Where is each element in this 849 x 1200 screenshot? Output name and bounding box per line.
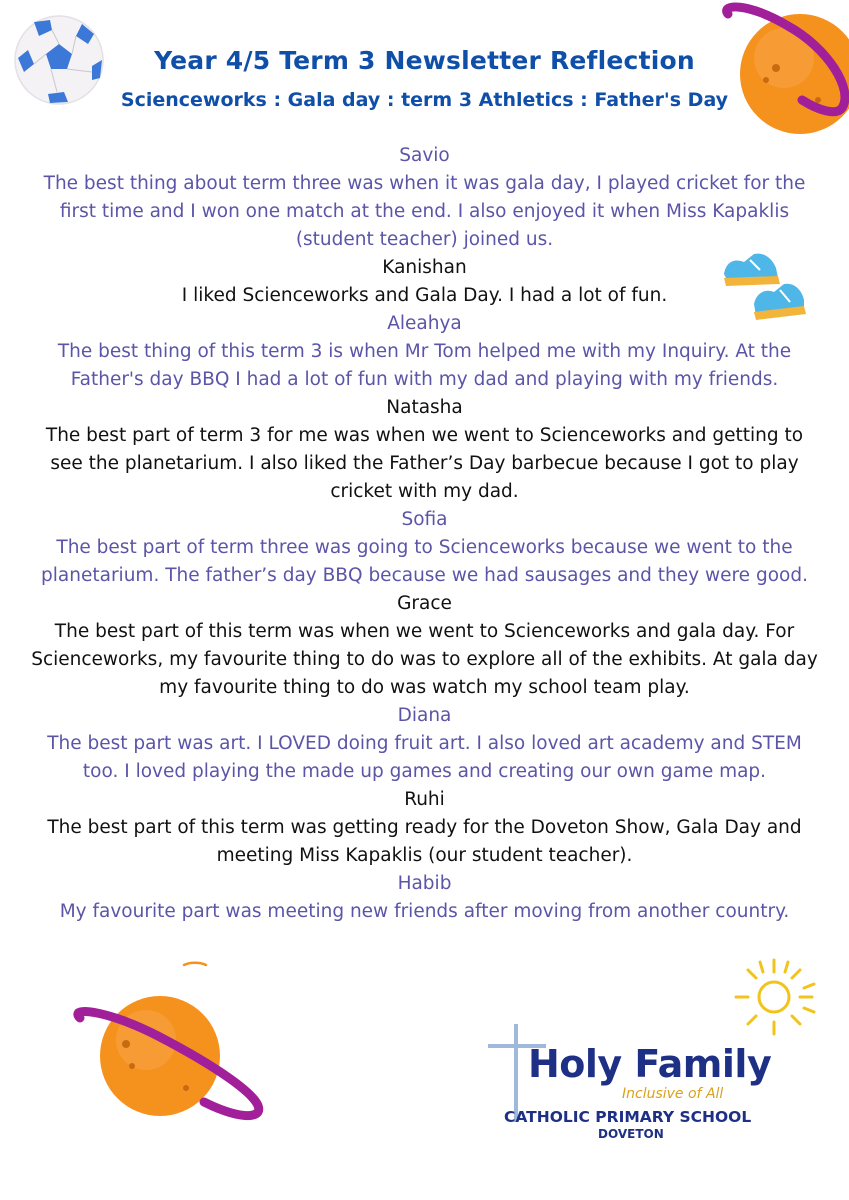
reflection-text: The best part of term three was going to Scienceworks because we went to the planetarium. The father’s day BBQ because we had sausages and they were good. (41, 537, 808, 586)
reflection-entry (30, 254, 819, 310)
reflection-text: I liked Scienceworks and Gala Day. I had a lot of fun. (181, 285, 668, 306)
planet-icon-bottom (68, 994, 268, 1124)
reflection-text: The best thing about term three was when it was gala day, I played cricket for the first time and I won one match at the end. I also enjoyed it when Miss Kapaklis (student teacher) joined us. (43, 173, 806, 250)
school-location: DOVETON (598, 1127, 664, 1141)
reflection-text: The best part of term 3 for me was when we went to Scienceworks and getting to see the planetarium. I also liked the Father’s Day barbecue because I got to play cricket with my dad. (45, 425, 804, 502)
student-name: Savio (399, 145, 450, 166)
school-name: Holy Family (528, 1042, 772, 1086)
school-type: CATHOLIC PRIMARY SCHOOL (504, 1108, 752, 1126)
reflection-entry (30, 310, 819, 394)
student-name: Grace (397, 593, 452, 614)
reflection-text: The best part of this term was getting ready for the Doveton Show, Gala Day and meeting Miss Kapaklis (our student teacher). (47, 817, 802, 866)
accent-mark-icon (182, 961, 208, 969)
reflection-entry (30, 702, 819, 786)
page-title: Year 4/5 Term 3 Newsletter Reflection (154, 46, 695, 75)
reflection-text: The best part of this term was when we went to Scienceworks and gala day. For Scienceworks, my favourite thing to do was to explore all of the exhibits. At gala day my favourite thing to do was watch my school team play. (31, 621, 818, 698)
school-tagline: Inclusive of All (622, 1086, 724, 1102)
student-name: Aleahya (387, 313, 462, 334)
reflection-text: The best thing of this term 3 is when Mr Tom helped me with my Inquiry. At the Father's day BBQ I had a lot of fun with my dad and playing with my friends. (57, 341, 792, 390)
student-name: Natasha (386, 397, 463, 418)
reflection-text: My favourite part was meeting new friends after moving from another country. (59, 901, 790, 922)
student-name: Sofia (401, 509, 448, 530)
reflection-entry (30, 394, 819, 506)
reflection-text: The best part was art. I LOVED doing fruit art. I also loved art academy and STEM too. I loved playing the made up games and creating our own game map. (47, 733, 802, 782)
student-name: Habib (397, 873, 452, 894)
school-logo (486, 1022, 776, 1152)
student-name: Diana (397, 705, 452, 726)
student-name: Kanishan (382, 257, 467, 278)
student-name: Ruhi (404, 789, 445, 810)
reflection-entry (30, 870, 819, 926)
reflection-entry (30, 590, 819, 702)
reflection-entry (30, 506, 819, 590)
page-subtitle: Scienceworks : Gala day : term 3 Athletics : Father's Day (120, 89, 729, 111)
reflection-entry (30, 786, 819, 870)
reflections-list (30, 142, 819, 926)
reflection-entry (30, 142, 819, 254)
